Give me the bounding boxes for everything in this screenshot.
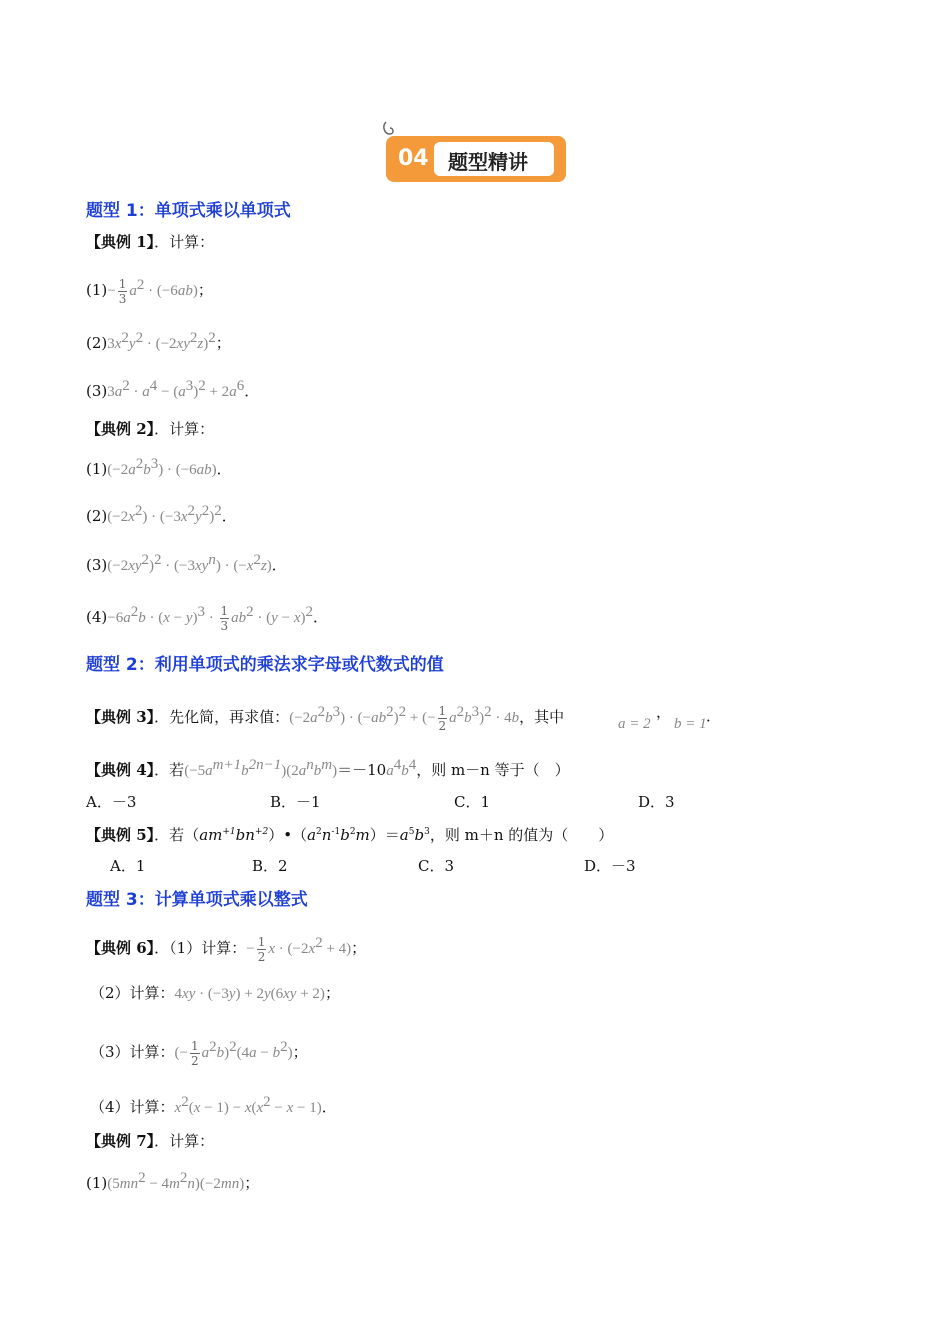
ex6-item-4: （4）计算：$x^2(x - 1) - x(x^2 - x - 1)$． [90,1094,337,1116]
example-label: 【典例 1】 [86,233,155,251]
ex2-item-4: $(4)-6a^2b \cdot (x - y)^3$ · $\frac{1}{3}$ $ab^2 \cdot (y - x)^2$． [86,603,328,633]
ex6-item-3: （3）计算：(− $\frac{1}{2}$ $a^2b)^2(4a - b^2)$； [90,1038,308,1068]
banner-number: 04 [398,146,429,171]
ex4-option-a[interactable]: A．－3 [86,793,137,811]
ex5-option-a[interactable]: A．1 [110,857,146,875]
ex5-option-c[interactable]: C．3 [418,857,455,875]
example-6: 【典例 6】．（1）计算：− $\frac{1}{2}$ $x \cdot (-2x^2 + 4)$； [86,934,367,964]
example-4: 【典例 4】．若$(-5a^{m+1}b^{2n-1})(2a^nb^m)=-10a^4b^4$，则 m－n 等于（ ） [86,757,570,779]
ex5-option-b[interactable]: B．2 [252,857,288,875]
example-7: 【典例 7】．计算： [86,1132,215,1150]
section-banner [386,136,566,182]
ex4-option-c[interactable]: C．1 [454,793,491,811]
ex4-option-b[interactable]: B．－1 [270,793,321,811]
example-5: 【典例 5】．若$(am^{+1}bn^{+2})•(a^2n^{-1}b^2m)=a^5b^3$，则 m＋n 的值为（ ） [86,826,614,844]
ex3-a-value: a = 2 [618,716,651,732]
ex7-item-1: $(1)(5mn^2 - 4m^2n)(-2mn)$； [86,1170,260,1192]
example-1 [86,232,214,252]
banner-title: 题型精讲 [448,150,528,174]
ex6-item-2: （2）计算：4xy · (−3y) + 2y(6xy + 2)； [90,984,340,1002]
section-2-title: 题型 2：利用单项式的乘法求字母或代数式的值 [86,655,444,675]
example-prompt: ．计算： [154,233,215,251]
ex2-item-3: $(3)(-2xy^2)^2 \cdot (-3xy^n) \cdot (-x^2z)$． [86,552,287,574]
ex1-item-1: (1)− $\frac{1}{3}$ $a^2 \cdot (-6ab)$； [86,276,213,306]
example-2: 【典例 2】．计算： [86,420,215,438]
ex5-option-d[interactable]: D．－3 [584,857,636,875]
ex4-option-d[interactable]: D．3 [638,793,675,811]
ex2-item-2: $(2)(-2x^2) \cdot (-3x^2y^2)^2$． [86,503,237,525]
section-3-title: 题型 3：计算单项式乘以整式 [86,890,308,910]
ex2-item-1: $(1)(-2a^2b^3) \cdot (-6ab)$． [86,456,232,478]
section-1-title: 题型 1：单项式乘以单项式 [86,201,291,221]
ex3-b-value: b = 1 [674,716,707,732]
ex1-item-2: $(2)3x^2y^2 \cdot (-2xy^2z)^2$； [86,330,231,352]
ex1-item-3: $(3)3a^2 \cdot a^4 - (a^3)^2 + 2a^6$． [86,378,260,400]
example-3: 【典例 3】．先化简，再求值：$(-2a^2b^3) \cdot (-ab^2)^2$ + (− $\frac{1}{2}$ $a^2b^3)^2 \cdot 4b$，其中 [86,703,565,733]
